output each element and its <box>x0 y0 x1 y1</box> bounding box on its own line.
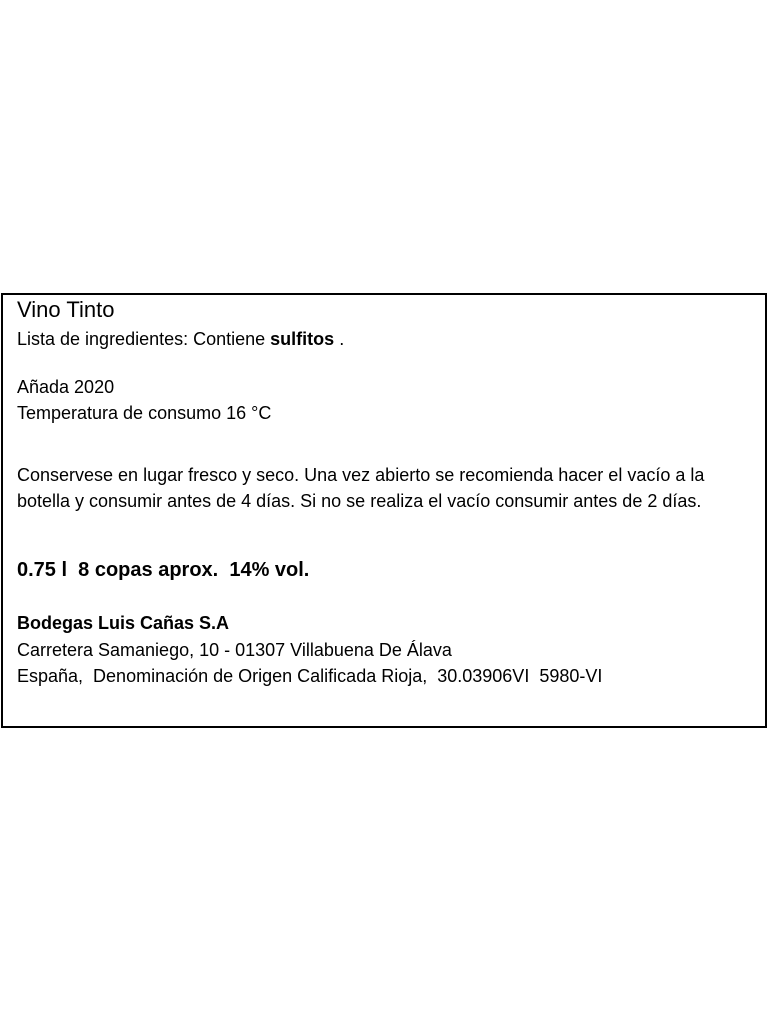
ingredients-allergen: sulfitos <box>270 329 335 349</box>
volume-line: 0.75 l 8 copas aprox. 14% vol. <box>17 559 310 581</box>
ingredients-prefix: Lista de ingredientes: Contiene <box>17 329 271 349</box>
ingredients-suffix: . <box>334 329 345 349</box>
wine-type-title: Vino Tinto <box>17 297 115 322</box>
temperature-line: Temperatura de consumo 16 °C <box>17 403 272 423</box>
producer-address: Carretera Samaniego, 10 - 01307 Villabuena De Álava <box>17 640 452 660</box>
ingredients-line <box>17 328 344 350</box>
vintage-line: Añada 2020 <box>17 377 115 397</box>
wine-label <box>1 293 767 728</box>
origin-line: España, Denominación de Origen Calificada Rioja, 30.03906VI 5980-VI <box>17 666 603 686</box>
producer-name: Bodegas Luis Cañas S.A <box>17 613 230 633</box>
storage-instructions: Conservese en lugar fresco y seco. Una vez abierto se recomienda hacer el vacío a la botella y consumir antes de 4 días. Si no se realiza el vacío consumir antes de 2 días. <box>17 465 705 511</box>
